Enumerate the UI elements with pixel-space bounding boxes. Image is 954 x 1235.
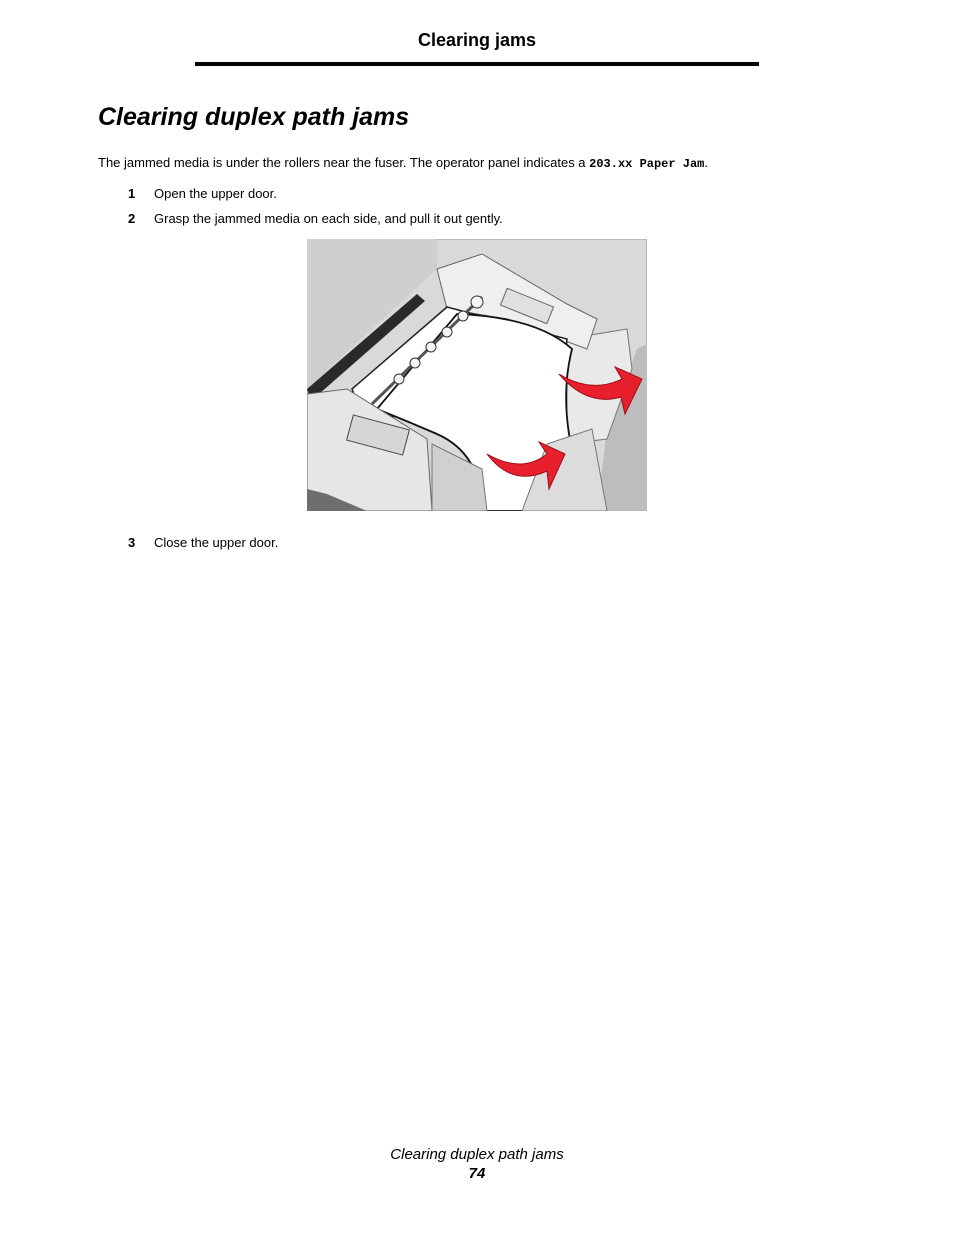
step-3 — [128, 535, 278, 550]
step-text: Open the upper door. — [154, 186, 277, 201]
step-text: Close the upper door. — [154, 535, 279, 550]
intro-end: . — [704, 155, 708, 170]
printer-duplex-jam-illustration — [307, 239, 647, 511]
step-text: Grasp the jammed media on each side, and pull it out gently. — [154, 211, 503, 226]
step-number: 1 — [128, 186, 136, 201]
intro-paragraph — [98, 155, 708, 171]
error-code: 203.xx Paper Jam — [589, 157, 705, 171]
page-title: Clearing duplex path jams — [98, 103, 410, 131]
footer-section-title: Clearing duplex path jams — [390, 1146, 564, 1163]
step-2 — [128, 211, 503, 226]
intro-text: The jammed media is under the rollers near the fuser. The operator panel indicates a — [98, 155, 590, 170]
step-1 — [128, 186, 277, 201]
footer-page-number: 74 — [468, 1165, 486, 1182]
header-rule — [195, 62, 759, 66]
step-number: 2 — [128, 211, 136, 226]
running-header-title: Clearing jams — [417, 30, 537, 50]
step-number: 3 — [128, 535, 136, 550]
